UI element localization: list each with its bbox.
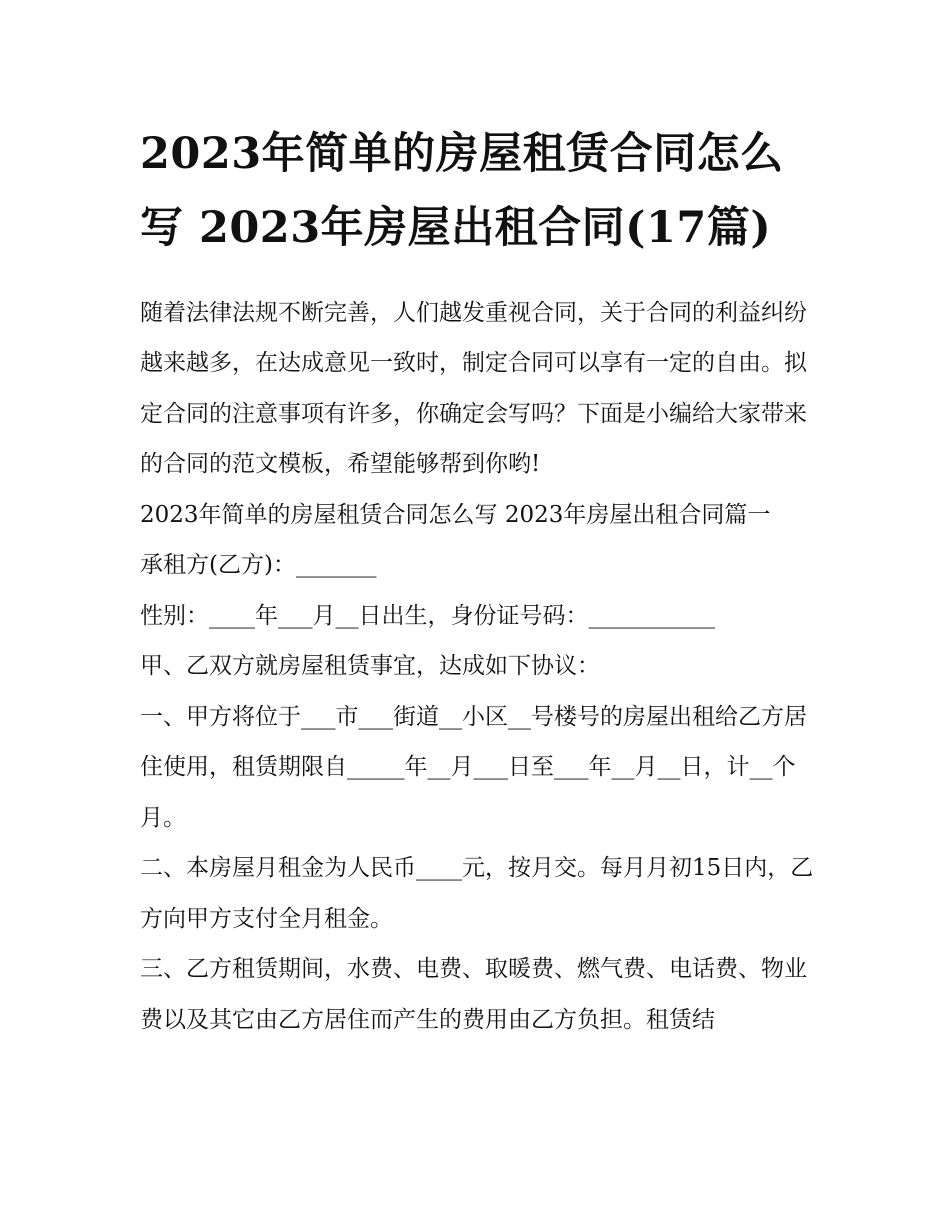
document-page [140, 118, 820, 1045]
gender-id-field: 性别：____年___月__日出生，身份证号码：___________ [140, 602, 715, 629]
clause-three: 三、乙方租赁期间，水费、电费、取暖费、燃气费、电话费、物业费以及其它由乙方居住而产生的费用由乙方负担。租赁结 [140, 956, 807, 1033]
section-heading: 2023年简单的房屋租赁合同怎么写 2023年房屋出租合同篇一 [140, 501, 771, 528]
clause-one: 一、甲方将位于___市___街道__小区__号楼号的房屋出租给乙方居住使用，租赁期限自_____年__月___日至___年__月__日，计__个月。 [140, 703, 807, 831]
agreement-intro: 甲、乙双方就房屋租赁事宜，达成如下协议： [140, 653, 600, 680]
lessee-field: 承租方(乙方)：_______ [140, 552, 377, 579]
document-title: 2023年简单的房屋租赁合同怎么写 2023年房屋出租合同(17篇) [140, 129, 784, 253]
clause-two: 二、本房屋月租金为人民币____元，按月交。每月月初15日内，乙方向甲方支付全月租金。 [140, 855, 814, 932]
intro-paragraph: 随着法律法规不断完善，人们越发重视合同，关于合同的利益纠纷越来越多，在达成意见一致时，制定合同可以享有一定的自由。拟定合同的注意事项有许多，你确定会写吗？下面是小编给大家带来的合同的范文模板，希望能够帮到你哟! [140, 299, 807, 478]
